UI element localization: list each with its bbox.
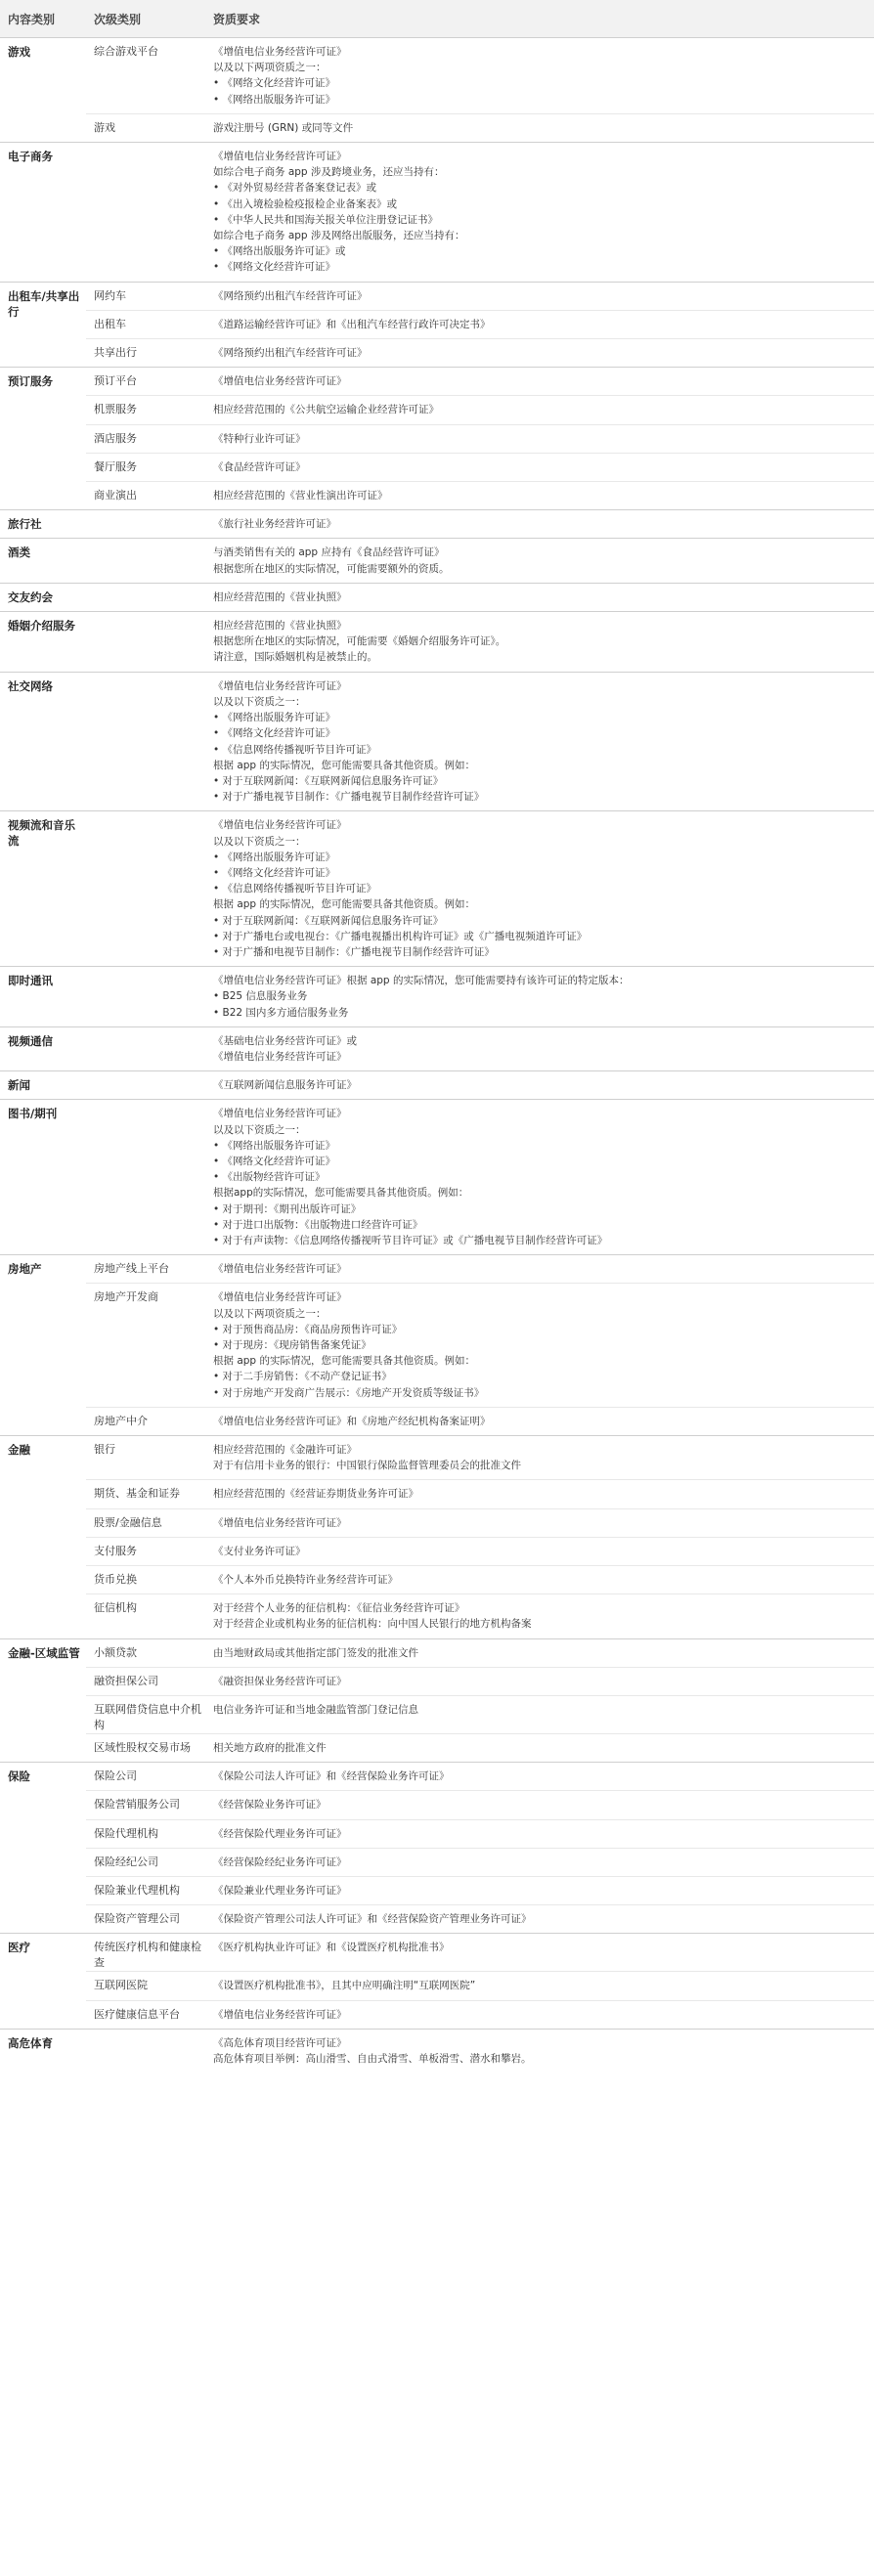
requirement-line: 《个人本外币兑换特许业务经营许可证》 (213, 1574, 398, 1587)
requirement-line: 《增值电信业务经营许可证》 (213, 819, 347, 832)
requirement-line: • 对于互联网新闻：《互联网新闻信息服务许可证》 (213, 914, 444, 927)
table-row (86, 1763, 874, 1790)
category-rows (86, 539, 874, 582)
requirement-line: 《保险兼业代理业务许可证》 (213, 1885, 347, 1898)
subcategory-label: 保险公司 (94, 1769, 137, 1783)
requirement-line: 《增值电信业务经营许可证》 (213, 151, 347, 163)
category-rows (86, 510, 874, 538)
category-label: 金融-区域监管 (8, 1645, 80, 1660)
subcategory-label: 综合游戏平台 (94, 45, 158, 58)
header-subcategory: 次级类别 (94, 12, 142, 26)
table-row (86, 283, 874, 310)
requirements-cell (201, 967, 874, 1026)
subcategory-label (86, 1100, 201, 1254)
table-row (86, 1904, 874, 1933)
category-label: 出租车/共享出行 (8, 288, 80, 319)
header-category: 内容类别 (8, 12, 56, 26)
requirement-line: 《互联网新闻信息服务许可证》 (213, 1079, 357, 1092)
category-group (0, 142, 874, 282)
requirement-line: • 《网络文化经营许可证》 (213, 77, 336, 90)
table-row (86, 1971, 874, 1999)
subcategory-label: 房地产开发商 (94, 1290, 158, 1304)
subcategory-label (86, 510, 201, 538)
requirement-line: 相应经营范围的《营业执照》 (213, 590, 347, 603)
table-row (86, 338, 874, 367)
table-row (86, 1027, 874, 1070)
table-row (86, 1100, 874, 1254)
subcategory-label: 小额贷款 (94, 1645, 137, 1659)
requirement-line: 相应经营范围的《经营证券期货业务许可证》 (213, 1488, 418, 1501)
requirement-line: 如综合电子商务 app 涉及网络出版服务，还应当持有： (213, 230, 465, 242)
requirement-line: • 《网络出版服务许可证》 (213, 1139, 336, 1152)
table-row (86, 510, 874, 538)
subcategory-label: 保险资产管理公司 (94, 1912, 180, 1926)
requirement-line: • 《网络出版服务许可证》 (213, 712, 336, 724)
category-group (0, 282, 874, 368)
category-label: 即时通讯 (8, 974, 53, 988)
category-group (0, 1070, 874, 1099)
table-row (86, 1407, 874, 1435)
requirement-line: • B25 信息服务业务 (213, 990, 308, 1003)
subcategory-label: 货币兑换 (94, 1573, 137, 1587)
subcategory-label (86, 1027, 201, 1070)
table-header (0, 0, 874, 37)
requirement-line: 《增值电信业务经营许可证》 (213, 679, 347, 692)
requirement-line: • 《网络出版服务许可证》 (213, 93, 336, 106)
requirement-line: 根据app的实际情况，您可能需要具备其他资质。例如： (213, 1187, 469, 1200)
requirement-line: • 《网络文化经营许可证》 (213, 866, 336, 879)
subcategory-label: 酒店服务 (94, 431, 137, 445)
table-body (0, 37, 874, 2073)
table-row (86, 673, 874, 811)
requirements-cell (201, 1594, 874, 1637)
requirement-line: 《增值电信业务经营许可证》 (213, 1291, 347, 1304)
requirement-line: • 对于预售商品房：《商品房预售许可证》 (213, 1323, 403, 1335)
requirement-line: 《增值电信业务经营许可证》 (213, 1263, 347, 1276)
requirement-line: • 《信息网络传播视听节目许可证》 (213, 743, 377, 756)
subcategory-label (86, 2030, 201, 2073)
requirements-cell (201, 1734, 874, 1762)
category-label: 保险 (8, 1769, 30, 1784)
requirement-line: 《增值电信业务经营许可证》 (213, 375, 347, 388)
requirement-line: 《保险公司法人许可证》和《经营保险业务许可证》 (213, 1770, 450, 1783)
requirement-line: • 对于有声读物：《信息网络传播视听节目许可证》或《广播电视节目制作经营许可证》 (213, 1234, 608, 1246)
subcategory-label: 传统医疗机构和健康检查 (94, 1941, 201, 1970)
requirement-line: • 对于广播和电视节目制作：《广播电视节目制作经营许可证》 (213, 945, 495, 958)
header-requirements: 资质要求 (213, 12, 261, 26)
requirements-cell (201, 38, 874, 113)
category-rows (86, 584, 874, 611)
requirements-cell (201, 454, 874, 481)
subcategory-label (86, 811, 201, 966)
table-row (86, 811, 874, 966)
requirements-cell (201, 1509, 874, 1537)
subcategory-label (86, 1071, 201, 1099)
table-row (86, 1565, 874, 1594)
requirement-line: 《增值电信业务经营许可证》 (213, 46, 347, 58)
table-row (86, 1255, 874, 1283)
requirement-line: 以及以下两项资质之一： (213, 1307, 327, 1320)
category-rows (86, 967, 874, 1026)
requirement-line: • 对于现房：《现房销售备案凭证》 (213, 1339, 371, 1351)
requirements-cell (201, 1284, 874, 1406)
requirement-line: • 《网络文化经营许可证》 (213, 1155, 336, 1167)
requirements-cell (201, 339, 874, 367)
requirement-line: 对于经营企业或机构业务的征信机构：向中国人民银行的地方机构备案 (213, 1618, 532, 1631)
category-rows (86, 1436, 874, 1638)
requirements-cell (201, 1255, 874, 1283)
category-group (0, 367, 874, 509)
category-label: 婚姻介绍服务 (8, 619, 75, 633)
requirements-cell (201, 510, 874, 538)
category-rows (86, 1255, 874, 1435)
requirement-line: 《增值电信业务经营许可证》 (213, 1050, 347, 1063)
category-group (0, 1762, 874, 1933)
category-group (0, 2029, 874, 2073)
requirements-cell (201, 283, 874, 310)
requirement-line: 《网络预约出租汽车经营许可证》 (213, 289, 368, 302)
category-rows (86, 673, 874, 811)
category-label: 电子商务 (8, 150, 53, 164)
category-rows (86, 811, 874, 966)
table-row (86, 395, 874, 423)
requirements-cell (201, 1696, 874, 1733)
table-row (86, 143, 874, 282)
table-row (86, 1594, 874, 1637)
requirements-cell (201, 482, 874, 509)
requirements-cell (201, 1639, 874, 1667)
requirement-line: 对于有信用卡业务的银行：中国银行保险监督管理委员会的批准文件 (213, 1460, 521, 1472)
subcategory-label: 网约车 (94, 288, 126, 302)
category-label: 社交网络 (8, 678, 53, 693)
table-row (86, 1537, 874, 1565)
requirement-line: • 对于二手房销售：《不动产登记证书》 (213, 1371, 392, 1383)
requirement-line: • 对于广播电视节目制作：《广播电视节目制作经营许可证》 (213, 791, 485, 804)
table-row (86, 612, 874, 672)
table-row (86, 1508, 874, 1537)
category-label: 高危体育 (8, 2035, 53, 2050)
requirement-line: 《基础电信业务经营许可证》或 (213, 1034, 357, 1047)
subcategory-label: 互联网借贷信息中介机构 (94, 1703, 201, 1732)
requirements-cell (201, 1408, 874, 1435)
category-group (0, 583, 874, 611)
category-rows (86, 612, 874, 672)
subcategory-label: 房地产线上平台 (94, 1262, 169, 1276)
category-label: 金融 (8, 1443, 30, 1458)
requirement-line: 以及以下两项资质之一： (213, 62, 327, 74)
subcategory-label (86, 612, 201, 672)
subcategory-label: 银行 (94, 1443, 115, 1457)
requirement-line: 《经营保险业务许可证》 (213, 1799, 327, 1812)
table-row (86, 2030, 874, 2073)
requirement-line: • 《网络出版服务许可证》或 (213, 245, 346, 258)
subcategory-label: 区域性股权交易市场 (94, 1741, 191, 1755)
requirement-line: 《网络预约出租汽车经营许可证》 (213, 347, 368, 360)
requirements-cell (201, 1791, 874, 1818)
requirement-line: • 《出入境检验检疫报检企业备案表》或 (213, 197, 398, 210)
table-row (86, 1071, 874, 1099)
requirement-line: 如综合电子商务 app 涉及跨境业务，还应当持有： (213, 166, 445, 179)
subcategory-label: 融资担保公司 (94, 1674, 158, 1687)
requirement-line: 以及以下资质之一： (213, 1123, 306, 1136)
requirement-line: 相应经营范围的《金融许可证》 (213, 1444, 357, 1457)
requirement-line: • 对于进口出版物：《出版物进口经营许可证》 (213, 1218, 423, 1231)
table-row (86, 1695, 874, 1733)
category-rows (86, 1934, 874, 2028)
category-label: 游戏 (8, 45, 30, 59)
table-row (86, 481, 874, 509)
requirement-line: 《增值电信业务经营许可证》和《房地产经纪机构备案证明》 (213, 1415, 491, 1427)
category-group (0, 1026, 874, 1070)
requirement-line: • 《网络文化经营许可证》 (213, 261, 336, 274)
subcategory-label (86, 673, 201, 811)
category-group (0, 1435, 874, 1638)
requirement-line: 《旅行社业务经营许可证》 (213, 518, 336, 531)
category-rows (86, 143, 874, 282)
category-rows (86, 1071, 874, 1099)
table-row (86, 38, 874, 113)
requirements-cell (201, 1934, 874, 1971)
requirement-line: 对于经营个人业务的征信机构：《征信业务经营许可证》 (213, 1602, 465, 1615)
category-group (0, 509, 874, 538)
requirement-line: 根据 app 的实际情况，您可能需要具备其他资质。例如： (213, 759, 475, 771)
category-group (0, 37, 874, 142)
requirement-line: • 《出版物经营许可证》 (213, 1171, 326, 1184)
subcategory-label: 保险营销服务公司 (94, 1798, 180, 1812)
category-group (0, 1638, 874, 1763)
subcategory-label: 房地产中介 (94, 1414, 148, 1427)
category-rows (86, 1027, 874, 1070)
category-rows (86, 2030, 874, 2073)
table-row (86, 539, 874, 582)
subcategory-label: 保险代理机构 (94, 1826, 158, 1840)
table-row (86, 1283, 874, 1406)
requirement-line: 《特种行业许可证》 (213, 432, 306, 445)
requirement-line: 游戏注册号 (GRN) 或同等文件 (213, 121, 354, 134)
subcategory-label (86, 584, 201, 611)
requirement-line: 相应经营范围的《公共航空运输企业经营许可证》 (213, 404, 439, 416)
category-rows (86, 283, 874, 368)
subcategory-label (86, 143, 201, 282)
category-label: 酒类 (8, 546, 30, 560)
table-row (86, 1934, 874, 1971)
requirement-line: 相应经营范围的《营业性演出许可证》 (213, 490, 388, 502)
requirement-line: 与酒类销售有关的 app 应持有《食品经营许可证》 (213, 546, 445, 559)
category-group (0, 966, 874, 1026)
requirement-line: 高危体育项目举例：高山滑雪、自由式滑雪、单板滑雪、潜水和攀岩。 (213, 2053, 532, 2066)
category-rows (86, 1763, 874, 1933)
requirement-line: • 《对外贸易经营者备案登记表》或 (213, 182, 377, 195)
requirements-cell (201, 368, 874, 395)
category-label: 医疗 (8, 1941, 30, 1955)
requirement-line: 《经营保险经纪业务许可证》 (213, 1856, 347, 1868)
requirement-line: • 《中华人民共和国海关报关单位注册登记证书》 (213, 213, 439, 226)
table-row (86, 1639, 874, 1667)
category-group (0, 538, 874, 582)
requirement-line: 以及以下资质之一： (213, 695, 306, 708)
requirements-cell (201, 2030, 874, 2073)
table-row (86, 310, 874, 338)
table-row (86, 1436, 874, 1479)
table-row (86, 1733, 874, 1762)
requirements-cell (201, 1763, 874, 1790)
requirement-line: 请注意，国际婚姻机构是被禁止的。 (213, 651, 377, 664)
subcategory-label: 餐厅服务 (94, 459, 137, 473)
requirement-line: 《经营保险代理业务许可证》 (213, 1827, 347, 1840)
category-rows (86, 368, 874, 509)
table-row (86, 1819, 874, 1848)
requirements-cell (201, 311, 874, 338)
table-row (86, 2000, 874, 2029)
requirement-line: 《道路运输经营许可证》和《出租汽车经营行政许可决定书》 (213, 318, 491, 330)
subcategory-label: 机票服务 (94, 403, 137, 416)
requirement-line: • 《网络出版服务许可证》 (213, 851, 336, 863)
category-rows (86, 1100, 874, 1254)
category-group (0, 1933, 874, 2028)
requirements-cell (201, 1849, 874, 1876)
requirement-line: • B22 国内多方通信服务业务 (213, 1006, 349, 1019)
requirements-cell (201, 1668, 874, 1695)
category-label: 房地产 (8, 1262, 42, 1277)
requirements-cell (201, 612, 874, 672)
requirement-line: 《增值电信业务经营许可证》 (213, 1516, 347, 1529)
requirements-cell (201, 539, 874, 582)
requirement-line: 《增值电信业务经营许可证》 (213, 1108, 347, 1120)
requirement-line: • 对于期刊：《期刊出版许可证》 (213, 1202, 362, 1215)
table-row (86, 1667, 874, 1695)
category-rows (86, 38, 874, 142)
requirements-cell (201, 1820, 874, 1848)
subcategory-label (86, 967, 201, 1026)
category-group (0, 672, 874, 811)
requirements-cell (201, 425, 874, 453)
requirement-line: 由当地财政局或其他指定部门签发的批准文件 (213, 1646, 418, 1659)
requirement-line: 相应经营范围的《营业执照》 (213, 620, 347, 633)
requirement-line: 《食品经营许可证》 (213, 460, 306, 473)
requirement-line: • 对于互联网新闻：《互联网新闻信息服务许可证》 (213, 774, 444, 787)
subcategory-label: 预订平台 (94, 374, 137, 388)
category-group (0, 611, 874, 672)
requirement-line: • 《信息网络传播视听节目许可证》 (213, 883, 377, 895)
requirements-cell (201, 1905, 874, 1933)
requirement-line: 《增值电信业务经营许可证》 (213, 2008, 347, 2021)
requirement-line: 根据 app 的实际情况，您可能需要具备其他资质。例如： (213, 898, 475, 911)
requirement-line: 根据您所在地区的实际情况，可能需要额外的资质。 (213, 562, 450, 575)
table-row (86, 113, 874, 142)
table-row (86, 368, 874, 395)
subcategory-label: 保险兼业代理机构 (94, 1884, 180, 1898)
requirements-cell (201, 673, 874, 811)
requirement-line: 相关地方政府的批准文件 (213, 1742, 327, 1755)
table-row (86, 1876, 874, 1904)
subcategory-label (86, 539, 201, 582)
requirements-cell (201, 1100, 874, 1254)
requirement-line: 《保险资产管理公司法人许可证》和《经营保险资产管理业务许可证》 (213, 1913, 532, 1926)
requirement-line: • 对于广播电台或电视台：《广播电视播出机构许可证》或《广播电视频道许可证》 (213, 930, 588, 942)
category-label: 预订服务 (8, 374, 53, 389)
subcategory-label: 征信机构 (94, 1601, 137, 1615)
requirements-cell (201, 1566, 874, 1594)
requirement-line: 《设置医疗机构批准书》，且其中应明确注明“互联网医院” (213, 1980, 476, 1992)
category-label: 图书/期刊 (8, 1107, 58, 1121)
requirement-line: 《医疗机构执业许可证》和《设置医疗机构批准书》 (213, 1942, 450, 1954)
table-row (86, 1848, 874, 1876)
subcategory-label: 期货、基金和证券 (94, 1487, 180, 1501)
requirement-line: • 《网络文化经营许可证》 (213, 727, 336, 740)
table-row (86, 1790, 874, 1818)
subcategory-label: 股票/金融信息 (94, 1515, 162, 1529)
requirements-cell (201, 1538, 874, 1565)
table-row (86, 453, 874, 481)
subcategory-label: 游戏 (94, 120, 115, 134)
category-group (0, 1099, 874, 1254)
category-group (0, 1254, 874, 1435)
requirement-line: 《融资担保业务经营许可证》 (213, 1675, 347, 1687)
requirement-line: • 对于房地产开发商广告展示：《房地产开发资质等级证书》 (213, 1386, 485, 1399)
requirements-cell (201, 143, 874, 282)
category-rows (86, 1639, 874, 1763)
requirement-line: 电信业务许可证和当地金融监管部门登记信息 (213, 1704, 418, 1717)
requirements-cell (201, 584, 874, 611)
table-row (86, 424, 874, 453)
subcategory-label: 保险经纪公司 (94, 1855, 158, 1868)
requirements-cell (201, 1972, 874, 1999)
requirement-line: 《增值电信业务经营许可证》根据 app 的实际情况，您可能需要持有该许可证的特定版本： (213, 975, 630, 987)
requirements-cell (201, 396, 874, 423)
subcategory-label: 互联网医院 (94, 1979, 148, 1992)
subcategory-label: 支付服务 (94, 1544, 137, 1557)
requirements-cell (201, 1027, 874, 1070)
category-label: 旅行社 (8, 517, 42, 532)
requirements-cell (201, 1071, 874, 1099)
requirements-cell (201, 2001, 874, 2029)
category-label: 视频流和音乐流 (8, 818, 75, 849)
requirements-cell (201, 811, 874, 966)
subcategory-label: 共享出行 (94, 346, 137, 360)
subcategory-label: 医疗健康信息平台 (94, 2007, 180, 2021)
table-row (86, 584, 874, 611)
requirement-line: 根据您所在地区的实际情况，可能需要《婚姻介绍服务许可证》。 (213, 635, 506, 648)
category-group (0, 810, 874, 966)
requirement-line: 《高危体育项目经营许可证》 (213, 2036, 347, 2049)
requirements-cell (201, 1480, 874, 1507)
requirement-line: 以及以下资质之一： (213, 835, 306, 848)
category-label: 视频通信 (8, 1033, 53, 1048)
category-label: 新闻 (8, 1078, 30, 1093)
table-row (86, 967, 874, 1026)
subcategory-label: 商业演出 (94, 489, 137, 502)
table-row (86, 1479, 874, 1507)
category-label: 交友约会 (8, 589, 53, 604)
requirement-line: 根据 app 的实际情况，您可能需要具备其他资质。例如： (213, 1355, 475, 1368)
requirements-cell (201, 1877, 874, 1904)
requirement-line: 《支付业务许可证》 (213, 1545, 306, 1557)
requirements-cell (201, 1436, 874, 1479)
subcategory-label: 出租车 (94, 317, 126, 330)
requirements-cell (201, 114, 874, 142)
